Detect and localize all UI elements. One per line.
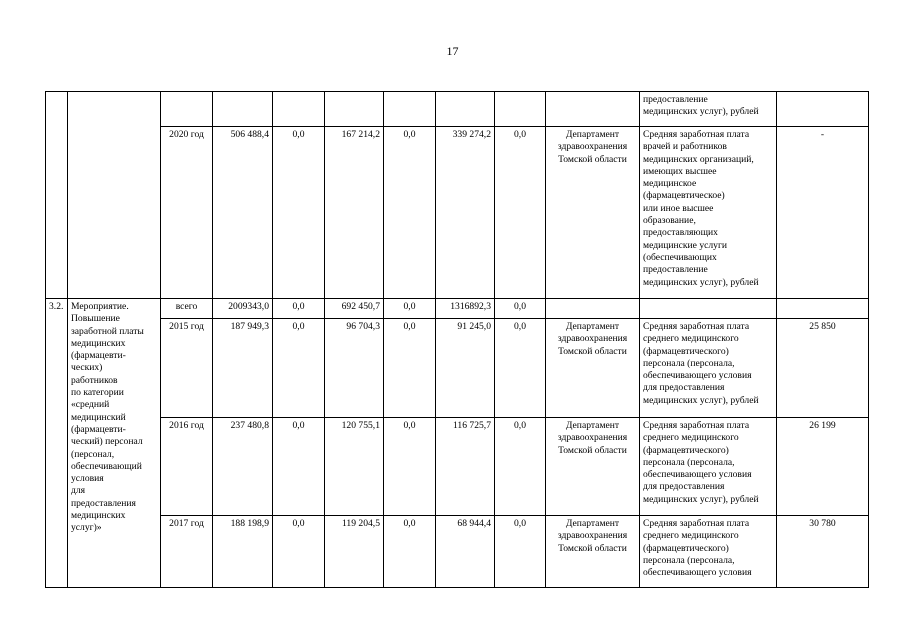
table-row (46, 319, 869, 418)
period-cell: 2017 год (161, 516, 213, 588)
total-cell: 187 949,3 (213, 319, 273, 418)
period-cell: 2020 год (161, 127, 213, 299)
other-cell: 0,0 (495, 299, 546, 319)
table-row (46, 299, 869, 319)
total-cell: 188 198,9 (213, 516, 273, 588)
period-cell (161, 92, 213, 127)
executor-cell (546, 299, 640, 319)
total-cell: 506 488,4 (213, 127, 273, 299)
executor-cell: Департамент здравоохранения Томской области (546, 418, 640, 516)
total-cell (213, 92, 273, 127)
item-name-cell (68, 92, 161, 299)
local-cell: 0,0 (384, 299, 436, 319)
federal-cell (273, 92, 325, 127)
tfoms-cell: 1316892,3 (436, 299, 495, 319)
indicator-cell (640, 299, 777, 319)
executor-cell: Департамент здравоохранения Томской области (546, 319, 640, 418)
tfoms-cell: 339 274,2 (436, 127, 495, 299)
regional-cell: 167 214,2 (325, 127, 384, 299)
tfoms-cell: 91 245,0 (436, 319, 495, 418)
indicator-cell: Средняя заработная плата среднего медицинского (фармацевтического) персонала (персонала, обеспечивающего условия для предоставления медицинских услуг), рублей (640, 319, 777, 418)
local-cell: 0,0 (384, 319, 436, 418)
table-row (46, 127, 869, 299)
indicator-cell: Средняя заработная плата среднего медицинского (фармацевтического) персонала (персонала, обеспечивающего условия (640, 516, 777, 588)
table-row (46, 92, 869, 127)
local-cell (384, 92, 436, 127)
local-cell: 0,0 (384, 418, 436, 516)
item-number-cell (46, 92, 68, 299)
other-cell: 0,0 (495, 127, 546, 299)
other-cell: 0,0 (495, 319, 546, 418)
regional-cell: 120 755,1 (325, 418, 384, 516)
target-cell (777, 92, 869, 127)
executor-cell: Департамент здравоохранения Томской области (546, 516, 640, 588)
federal-cell: 0,0 (273, 127, 325, 299)
tfoms-cell: 116 725,7 (436, 418, 495, 516)
regional-cell: 692 450,7 (325, 299, 384, 319)
target-cell: 30 780 (777, 516, 869, 588)
other-cell: 0,0 (495, 418, 546, 516)
item-number-cell: 3.2. (46, 299, 68, 588)
tfoms-cell (436, 92, 495, 127)
table-row (46, 516, 869, 588)
local-cell: 0,0 (384, 516, 436, 588)
indicator-cell: Средняя заработная плата среднего медицинского (фармацевтического) персонала (персонала, обеспечивающего условия для предоставления медицинских услуг), рублей (640, 418, 777, 516)
page-number: 17 (446, 44, 459, 58)
target-cell: 25 850 (777, 319, 869, 418)
tfoms-cell: 68 944,4 (436, 516, 495, 588)
item-name-cell: Мероприятие. Повышение заработной платы медицинских (фармацевти- ческих) работников по категории «средний медицинский (фармацевти- ческий) персонал (персонал, обеспечивающий условия для предоставления медицинских услуг)» (68, 299, 161, 588)
federal-cell: 0,0 (273, 319, 325, 418)
local-cell: 0,0 (384, 127, 436, 299)
executor-cell: Департамент здравоохранения Томской области (546, 127, 640, 299)
period-cell: 2015 год (161, 319, 213, 418)
table-row (46, 418, 869, 516)
federal-cell: 0,0 (273, 299, 325, 319)
period-cell: всего (161, 299, 213, 319)
target-cell (777, 299, 869, 319)
other-cell: 0,0 (495, 516, 546, 588)
federal-cell: 0,0 (273, 418, 325, 516)
federal-cell: 0,0 (273, 516, 325, 588)
regional-cell: 96 704,3 (325, 319, 384, 418)
period-cell: 2016 год (161, 418, 213, 516)
total-cell: 2009343,0 (213, 299, 273, 319)
indicator-cell: предоставление медицинских услуг), рублей (640, 92, 777, 127)
other-cell (495, 92, 546, 127)
indicator-cell: Средняя заработная плата врачей и работников медицинских организаций, имеющих высшее медицинское (фармацевтическое) или иное высшее образование, предоставляющих медицинские услуги (обеспечивающих предоставление медицинских услуг), рублей (640, 127, 777, 299)
target-cell: 26 199 (777, 418, 869, 516)
regional-cell (325, 92, 384, 127)
program-table (45, 91, 869, 588)
executor-cell (546, 92, 640, 127)
regional-cell: 119 204,5 (325, 516, 384, 588)
target-cell: - (777, 127, 869, 299)
total-cell: 237 480,8 (213, 418, 273, 516)
